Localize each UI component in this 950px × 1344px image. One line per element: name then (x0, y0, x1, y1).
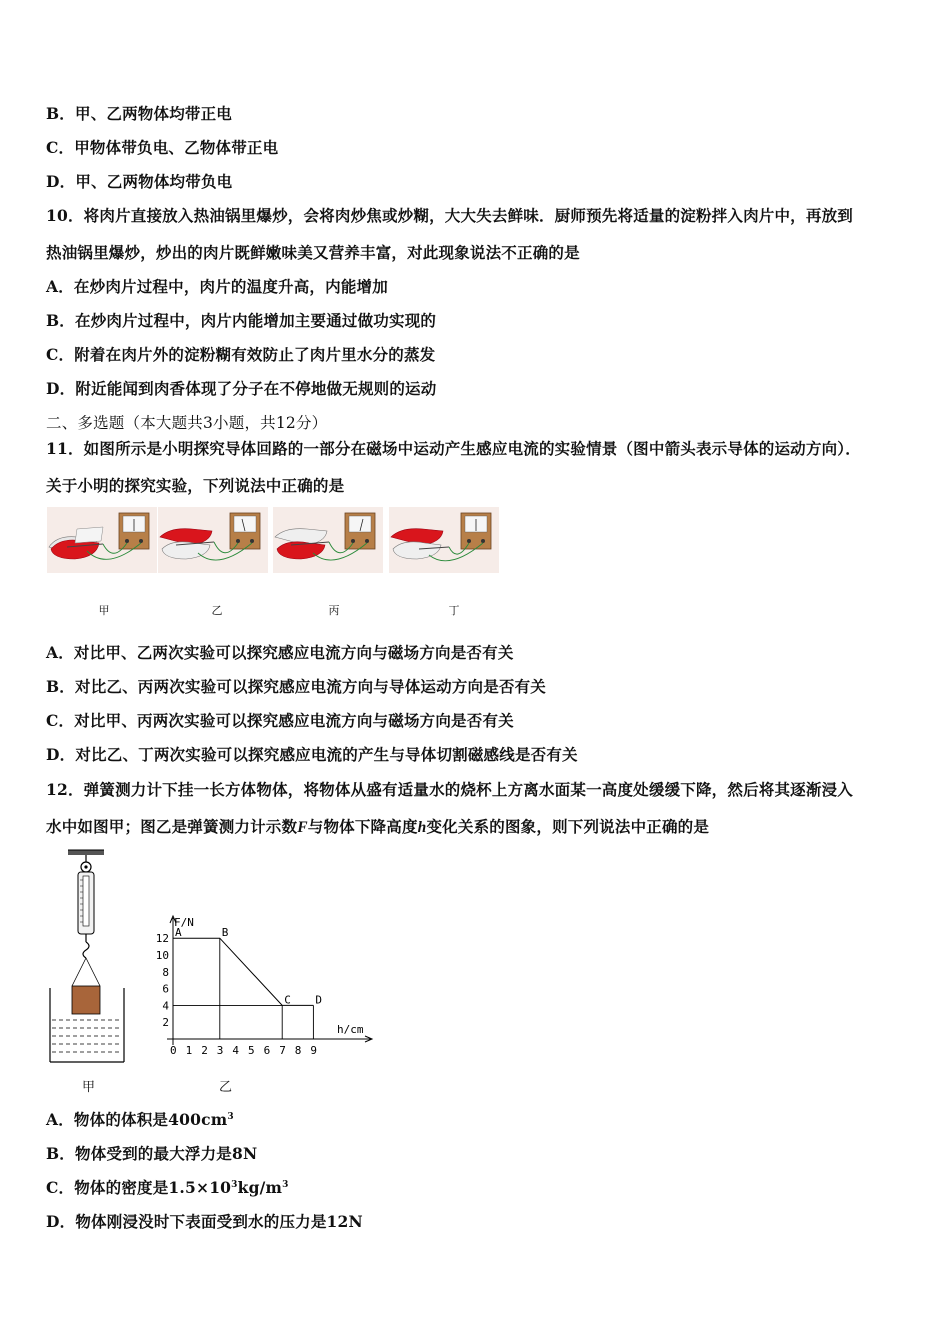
q11-option-d: D．对比乙、丁两次实验可以探究感应电流的产生与导体切割磁感线是否有关 (46, 745, 578, 764)
q12-option-d: D．物体刚浸没时下表面受到水的压力是12N (46, 1212, 363, 1231)
point-label-b: B (221, 926, 229, 940)
x-tick-label: 3 (216, 1044, 224, 1057)
variable-h: h (417, 819, 427, 836)
q9-option-d: D．甲、乙两物体均带负电 (46, 172, 233, 191)
y-tick-label: 2 (162, 1016, 169, 1030)
x-tick-label: 0 (170, 1044, 177, 1057)
q12-option-a-exp: 3 (227, 1111, 234, 1122)
y-tick-label: 12 (155, 932, 169, 946)
q11-option-a: A．对比甲、乙两次实验可以探究感应电流方向与磁场方向是否有关 (46, 643, 514, 662)
variable-f: F (297, 819, 308, 836)
q10-stem-line1: 10．将肉片直接放入热油锅里爆炒，会将肉炒焦或炒糊，大大失去鲜味．厨师预先将适量的淀粉拌入肉片中，再放到 (46, 206, 853, 225)
y-tick-label: 10 (155, 949, 169, 962)
q11-figure-yi (158, 507, 268, 573)
y-tick-label: 8 (162, 965, 169, 979)
section-header: 二、多选题（本大题共3小题，共12分） (46, 414, 328, 432)
q12-stem-part2: 与物体下降高度 (307, 817, 418, 836)
q12-stem-line1: 12．弹簧测力计下挂一长方体物体，将物体从盛有适量水的烧杯上方离水面某一高度处缓缓下降，然后将其逐渐浸入 (46, 780, 853, 799)
x-tick-label: 9 (310, 1044, 318, 1057)
x-tick-label: 7 (279, 1044, 286, 1057)
q12-graph (140, 912, 380, 1072)
q12-option-a-text: A．物体的体积是400cm (46, 1110, 228, 1129)
q11-figure-ding (389, 507, 499, 573)
x-tick-label: 8 (294, 1044, 302, 1057)
q12-stem-part1: 水中如图甲；图乙是弹簧测力计示数 (46, 817, 298, 836)
q11-figure-jia (47, 507, 157, 573)
x-axis-label: h/cm (337, 1023, 364, 1036)
point-label-a: A (175, 926, 182, 940)
q12-option-a (46, 1108, 234, 1130)
q11-option-c: C．对比甲、丙两次实验可以探究感应电流方向与磁场方向是否有关 (46, 711, 514, 730)
q12-option-c-text: C．物体的密度是1.5×10 (46, 1178, 232, 1197)
y-tick-label: 6 (162, 982, 169, 996)
x-tick-label: 6 (263, 1044, 271, 1057)
q10-option-c: C．附着在肉片外的淀粉糊有效防止了肉片里水分的蒸发 (46, 345, 436, 364)
q11-caption-jia: 甲 (98, 604, 110, 617)
q12-option-c-unit: kg/m (237, 1178, 283, 1197)
q10-option-b: B．在炒肉片过程中，肉片内能增加主要通过做功实现的 (46, 311, 437, 330)
q12-figure-jia (44, 846, 130, 1068)
q12-option-c-exp1: 3 (231, 1179, 238, 1190)
q11-caption-ding: 丁 (448, 604, 460, 617)
x-tick-label: 4 (232, 1044, 240, 1057)
q11-figure-bing (273, 507, 383, 573)
q12-caption-yi: 乙 (219, 1080, 233, 1095)
x-tick-label: 5 (248, 1044, 255, 1057)
q9-option-b: B．甲、乙两物体均带正电 (46, 104, 233, 123)
q12-stem-part3: 变化关系的图象，则下列说法中正确的是 (426, 817, 710, 836)
q11-stem-line1: 11．如图所示是小明探究导体回路的一部分在磁场中运动产生感应电流的实验情景（图中箭头表示导体的运动方向）． (46, 439, 861, 458)
q12-option-c (46, 1176, 289, 1198)
y-axis-label: F/N (174, 916, 194, 929)
q10-option-a: A．在炒肉片过程中，肉片的温度升高，内能增加 (46, 277, 388, 296)
q11-option-b: B．对比乙、丙两次实验可以探究感应电流方向与导体运动方向是否有关 (46, 677, 547, 696)
q12-option-c-exp2: 3 (282, 1179, 289, 1190)
q10-stem-line2: 热油锅里爆炒，炒出的肉片既鲜嫩味美又营养丰富，对此现象说法不正确的是 (46, 243, 580, 262)
point-label-d: D (315, 993, 323, 1007)
q9-option-c: C．甲物体带负电、乙物体带正电 (46, 138, 279, 157)
q11-caption-bing: 丙 (328, 604, 340, 617)
q12-caption-jia: 甲 (82, 1080, 96, 1095)
x-tick-label: 1 (185, 1044, 193, 1057)
y-tick-label: 4 (162, 999, 169, 1013)
q11-stem-line2: 关于小明的探究实验，下列说法中正确的是 (46, 476, 345, 495)
x-tick-label: 2 (201, 1044, 208, 1057)
force-series-line (173, 938, 313, 1005)
q10-option-d: D．附近能闻到肉香体现了分子在不停地做无规则的运动 (46, 379, 437, 398)
point-label-c: C (284, 993, 291, 1007)
q11-caption-yi: 乙 (211, 604, 223, 617)
q12-option-b: B．物体受到的最大浮力是8N (46, 1144, 258, 1163)
q12-stem-line2 (46, 815, 709, 837)
